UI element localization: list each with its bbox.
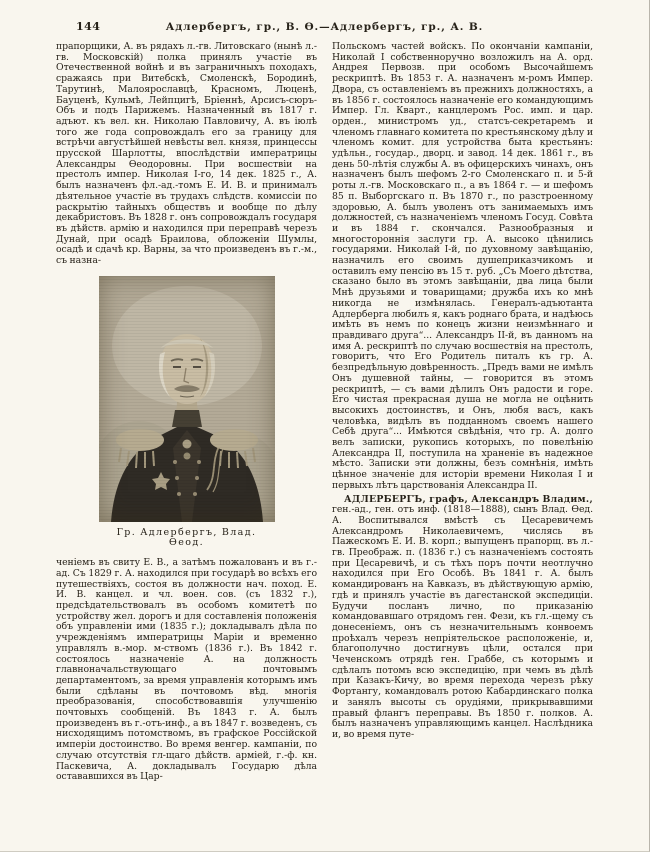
article-adlerberg-alexander [332, 495, 593, 741]
running-header: Адлербергъ, гр., В. Ѳ.—Адлербергъ, гр., А. В. [165, 21, 484, 33]
portrait-frame [99, 276, 275, 522]
portrait-engraving [99, 276, 275, 522]
portrait-background [99, 276, 275, 522]
page-number: 144 [76, 20, 101, 33]
portrait-head [159, 334, 215, 427]
page-header [0, 0, 649, 40]
portrait-figure [98, 276, 276, 549]
portrait-caption: Гр. Адлербергъ, Влад. Ѳеод. [116, 526, 257, 549]
paragraph-continuation: ченіемъ въ свиту Е. В., а затѣмъ пожалованъ и въ г.-ад. Съ 1829 г. А. находился при государѣ во всѣхъ его путешествіяхъ, состоя въ должности нач. поход. Е. И. В. канцел. и чл. воен. сов. (съ 1832 г.), предсѣдательствовалъ въ особомъ комитетѣ по устройству жел. дорогъ и для составленія положенія объ управленіи ими (1835 г.); докладывалъ дѣла по учрежденіямъ императрицы Маріи и временно управлялъ в.-мор. м-ствомъ (1836 г.). Въ 1842 г. состоялось назначеніе А. на должность главноначальствующаго почтовымъ департаментомъ, за время управленія которымъ имъ были сдѣланы въ почтовомъ вѣд. многія преобразованія, способствовавшія улучшенію почтовыхъ сообщеній. Въ 1843 г. А. былъ произведенъ въ г.-отъ-инф., а въ 1847 г. возведенъ, съ нисходящимъ потомствомъ, въ графское Россійской имперіи достоинство. Во время венгер. кампаніи, по случаю отсутствія гл-щаго дѣйств. арміей, г.-ф. кн. Паскевича, А. докладывалъ Государю дѣла остававшихся въ Цар- [56, 557, 317, 783]
portrait-epaulettes [116, 429, 258, 468]
article-body: ген.-ад., ген. отъ инф. (1818—1888), сынъ Влад. Ѳед. А. Воспитывался вмѣстѣ съ Цесаревичемъ Александромъ Николаевичемъ, числясь въ Пажескомъ Е. И. В. корп.; выпущенъ прапорщ. въ л.-гв. Преображ. п. (1836 г.) съ назначеніемъ состоять при Цесаревичѣ, и съ тѣхъ поръ почти неотлучно находился при Его Особѣ. Въ 1841 г. А. былъ командированъ на Кавказъ, въ дѣйствующую армію, гдѣ и принялъ участіе въ дагестанской экспедиціи. Будучи посланъ лично, по приказанію командовавшаго отрядомъ ген. Фези, къ гл.-щему съ донесеніемъ, онъ съ незначительнымъ конвоемъ проѣхалъ черезъ непріятельское расположеніе, и, благополучно достигнувъ цѣли, остался при Чеченскомъ отрядѣ ген. Граббе, съ которымъ и сдѣлалъ потомъ всю экспедицію, при чемъ въ дѣлѣ при Казакъ-Кичу, во время перехода черезъ рѣку Фортангу, командовалъ ротою Кабардинскаго полка и занялъ высоты съ орудіями, прикрывавшими правый флангъ переправы. Въ 1850 г. полков. А. былъ назначенъ управляющимъ канцел. Наслѣдника и, во время путе- [332, 504, 593, 740]
article-heading: АДЛЕРБЕРГЪ, графъ, Александръ Владим., [344, 493, 593, 505]
paragraph-continuation: Польскомъ частей войскъ. По окончаніи кампаніи, Николай I собственноручно возложилъ на А. орд. Андрея Первозв. при особомъ Высочайшемъ рескриптѣ. Въ 1853 г. А. назначенъ м-ромъ Импер. Двора, съ оставленіемъ въ прежнихъ должностяхъ, а въ 1856 г. состоялось назначеніе его командующимъ Импер. Гл. Кварт., канцлеромъ Рос. имп. и цар. орден., министромъ уд., статсъ-секретаремъ и членомъ главнаго комитета по крестьянскому дѣлу и членомъ комит. для устройства быта крестьянъ: удѣльн., государ., дворц. и завод. 14 дек. 1861 г., въ день 50-лѣтія службы А. въ офицерскихъ чинахъ, онъ назначенъ былъ шефомъ 2-го Смоленскаго п. и 5-й роты л.-гв. Московскаго п., а въ 1864 г. — и шефомъ 85 п. Выборгскаго п. Въ 1870 г., по разстроенному здоровью, А. былъ уволенъ отъ занимаемыхъ имъ должностей, съ назначеніемъ членомъ Госуд. Совѣта и въ 1884 г. скончался. Разнообразныя и многостороннія заслуги гр. А. высоко цѣнились государями. Николай I-й, по духовному завѣщанію, назначилъ его своимъ душеприказчикомъ и оставилъ ему пенсію въ 15 т. руб. „Съ Моего дѣтства, сказано было въ этомъ завѣщаніи, два лица были Мнѣ друзьями и товарищами; дружба ихъ ко мнѣ никогда не измѣнялась. Генералъ-адъютанта Адлерберга любилъ я, какъ роднаго брата, и надѣюсь имѣть въ немъ по конецъ жизни неизмѣннаго и правдиваго друга“... Александръ II-й, въ данномъ на имя А. рескриптѣ по случаю восшествія на престолъ, говоритъ, что Его Родитель питалъ къ гр. А. безпредѣльную довѣренность. „Предъ вами не имѣлъ Онъ душевной тайны, — говорится въ этомъ рескриптѣ, — съ вами дѣлилъ Онъ радости и горе. Его чистая прекрасная душа не могла не оцѣнить высокихъ достоинствъ, и Онъ, любя васъ, какъ человѣка, видѣлъ въ подданномъ своемъ нашего Себѣ друга“... Имѣются свѣдѣнія, что гр. А. долго велъ записки, рукопись которыхъ, по повелѣнію Александра II, поступила на храненіе въ надежное мѣсто. Записки эти должны, безъ сомнѣнія, имѣть цѣнное значеніе для исторіи времени Николая I и первыхъ лѣтъ царствованія Александра II. [332, 41, 593, 491]
portrait-medals [152, 439, 192, 490]
paragraph-continuation: прапорщики, А. въ рядахъ л.-гв. Литовскаго (нынѣ л.-гв. Московскій) полка принялъ участіе въ Отечественной войнѣ и въ заграничныхъ походахъ, сражаясь при Витебскѣ, Смоленскѣ, Бородинѣ, Тарутинѣ, Малоярославцѣ, Красномъ, Люценѣ, Бауценѣ, Кульмѣ, Лейпцигѣ, Бріеннѣ, Арсисъ-сюръ-Объ и подъ Парижемъ. Назначенный въ 1817 г. адъют. къ вел. кн. Николаю Павловичу, А. въ іюлѣ того же года сопровождалъ его за границу для встрѣчи августѣйшей невѣсты вел. князя, принцессы прусской Шарлотты, впослѣдствіи императрицы Александры Ѳеодоровны. При восшествіи на престолъ импер. Николая I-го, 14 дек. 1825 г., А. былъ назначенъ фл.-ад.-томъ Е. И. В. и принималъ дѣятельное участіе въ трудахъ слѣдств. комиссіи по раскрытію тайныхъ обществъ и вообще по дѣлу декабристовъ. Въ 1828 г. онъ сопровождалъ государя въ дѣйств. армію и находился при переправѣ черезъ Дунай, при осадѣ Браилова, обложеніи Шумлы, осадѣ и сдачѣ кр. Варны, за что произведенъ въ г.-м., съ назна- [56, 41, 317, 267]
portrait-uniform [111, 427, 263, 522]
left-column [56, 42, 317, 846]
text-columns [0, 40, 649, 846]
right-column [332, 42, 593, 846]
